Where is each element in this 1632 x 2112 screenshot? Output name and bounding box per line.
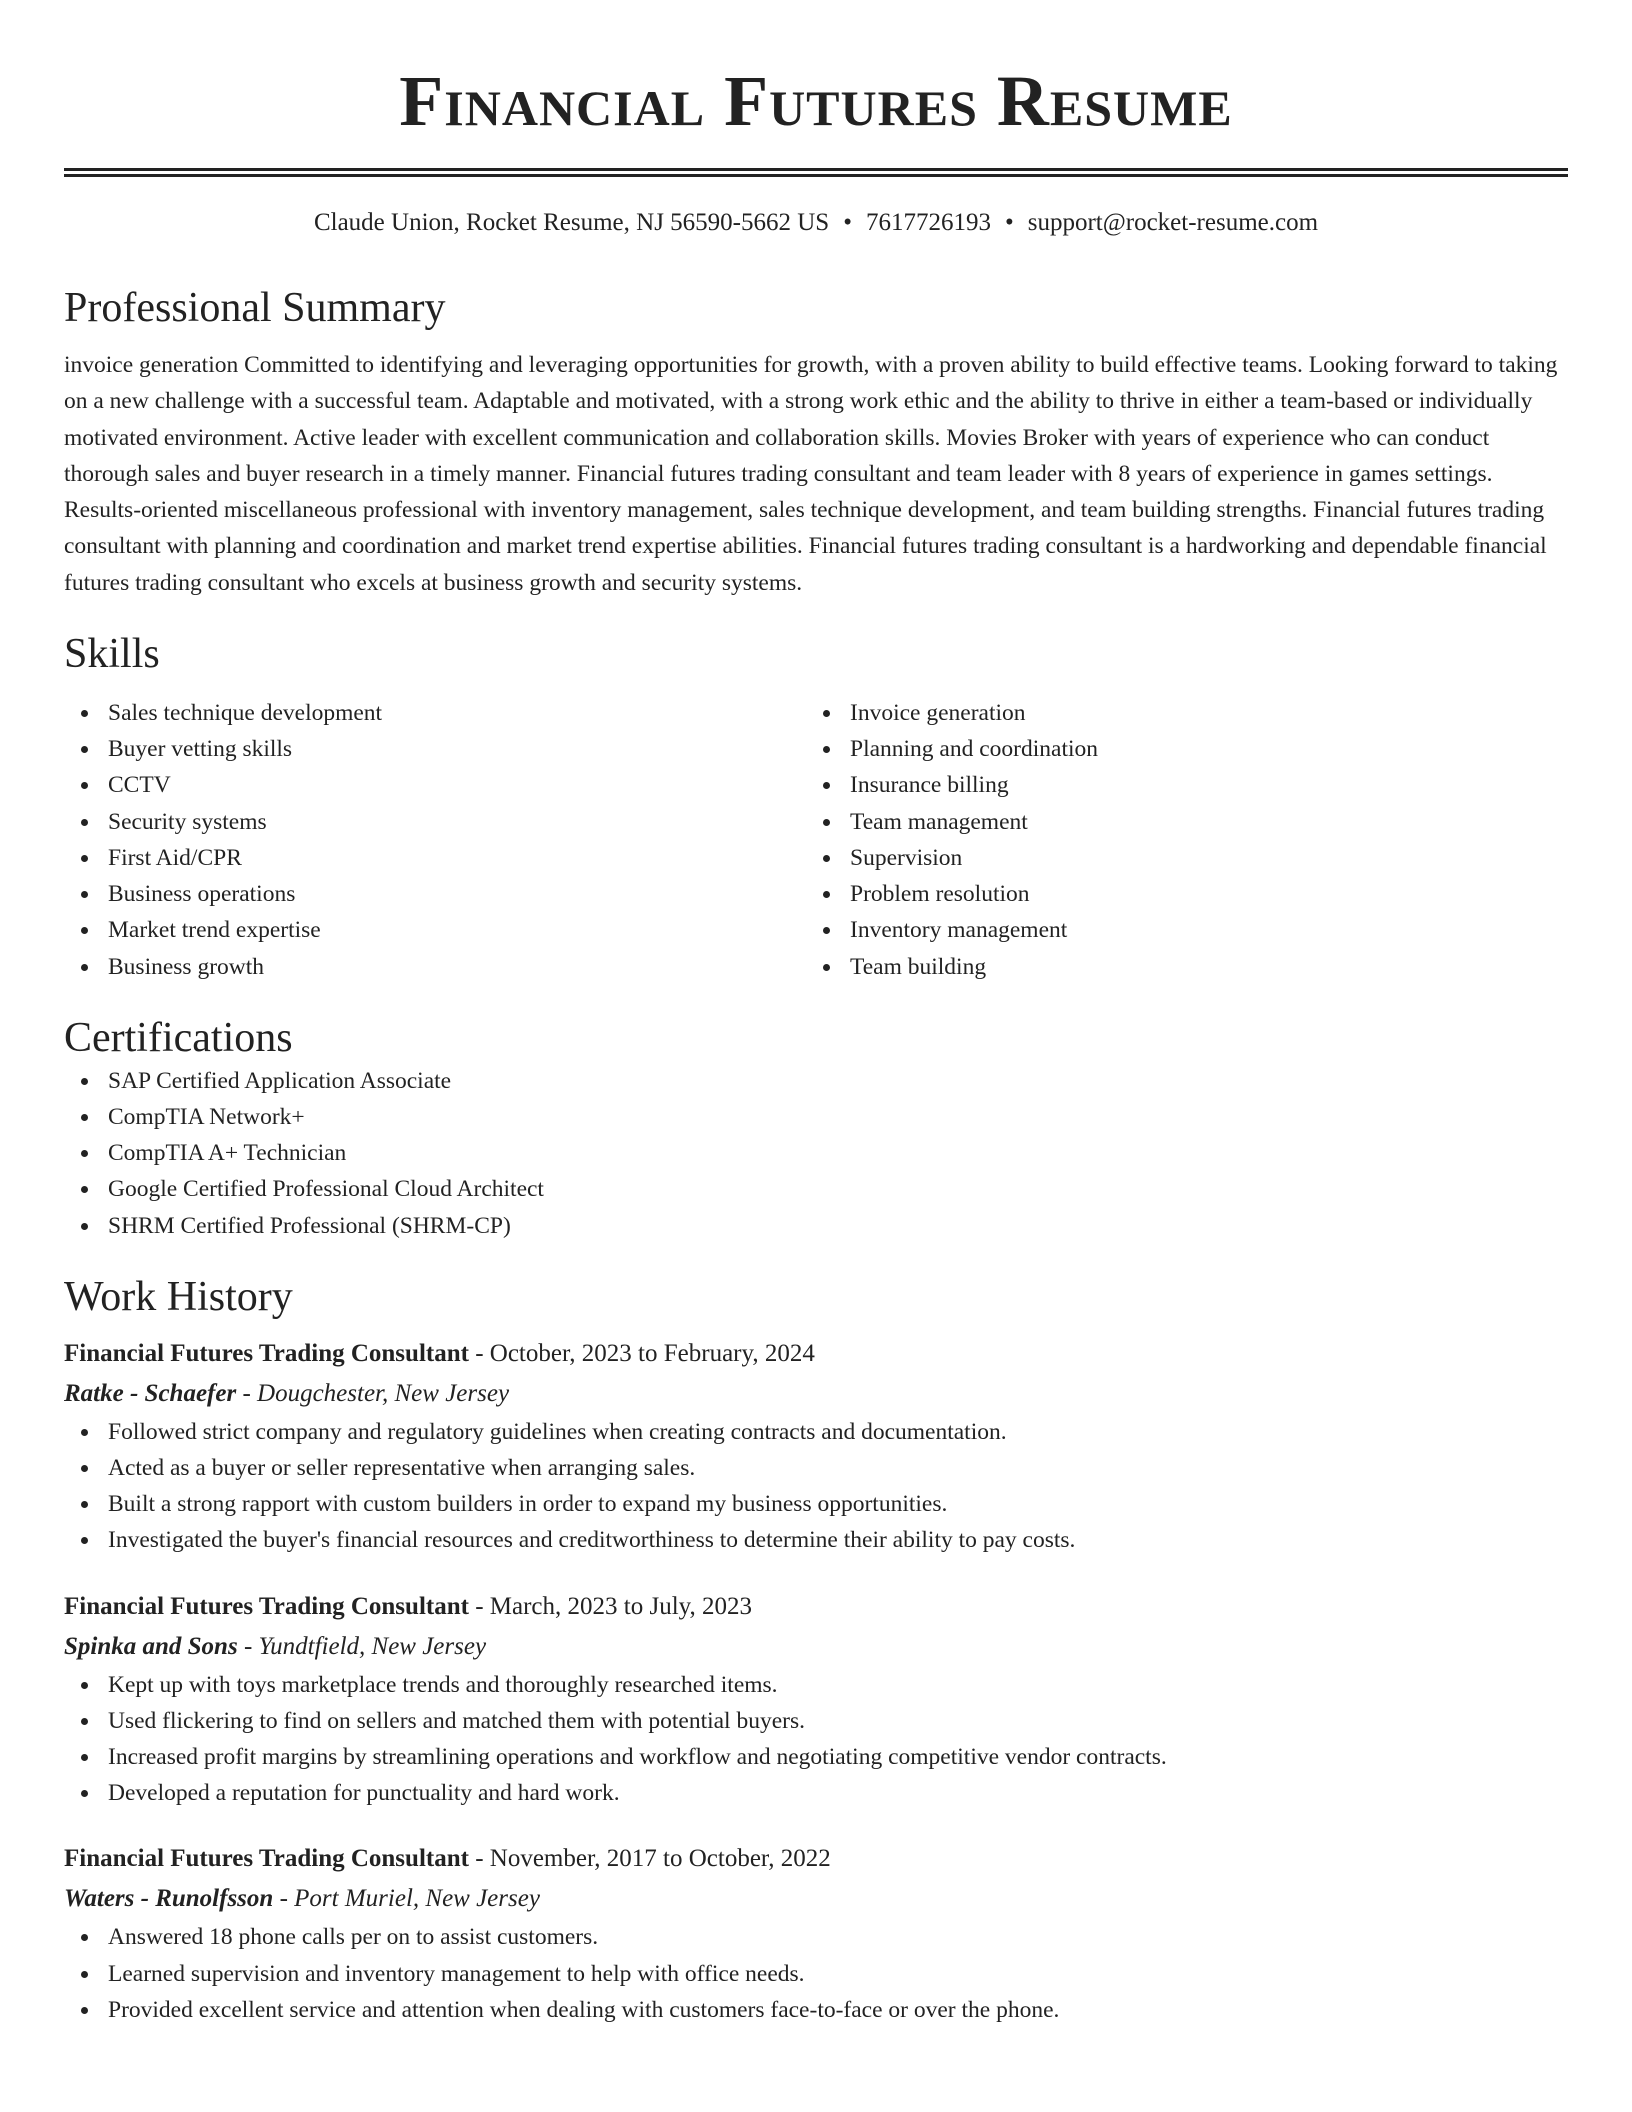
job-dates: - March, 2023 to July, 2023 [468, 1592, 753, 1620]
certifications-heading: Certifications [64, 1014, 293, 1061]
skill-item: CCTV [64, 767, 806, 803]
skill-item: Team building [806, 949, 1548, 985]
job-entry [64, 1839, 1568, 2028]
certification-item: Google Certified Professional Cloud Architect [64, 1171, 1568, 1207]
job-bullet-list [64, 1667, 1568, 1812]
job-bullet: Developed a reputation for punctuality and hard work. [64, 1775, 1568, 1811]
skill-item: Problem resolution [806, 876, 1548, 912]
skill-item: Inventory management [806, 912, 1548, 948]
job-bullet: Acted as a buyer or seller representative when arranging sales. [64, 1450, 1568, 1486]
job-role: Financial Futures Trading Consultant [64, 1592, 469, 1620]
job-role: Financial Futures Trading Consultant [64, 1845, 469, 1873]
skill-item: Business growth [64, 949, 806, 985]
job-header [64, 1587, 1568, 1627]
contact-email[interactable]: support@rocket-resume.com [1027, 209, 1319, 236]
job-company-line [64, 1627, 1568, 1667]
skill-item: Business operations [64, 876, 806, 912]
skills-column-left [64, 695, 806, 985]
summary-text: invoice generation Committed to identifying and leveraging opportunities for growth, with a proven ability to build effective teams. Looking forward to taking on a new challenge with a successful team. Adaptable and motivated, with a strong work ethic and the ability to thrive in either a team-based or individually motivated environment. Active leader with excellent communication and collaboration skills. Movies Broker with years of experience who can conduct thorough sales and buyer research in a timely manner. Financial futures trading consultant and team leader with 8 years of experience in games settings. Results-oriented miscellaneous professional with inventory management, sales technique development, and team building strengths. Financial futures trading consultant with planning and coordination and market trend expertise abilities. Financial futures trading consultant is a hardworking and dependable financial futures trading consultant who excels at business growth and security systems. [64, 352, 1558, 596]
skills-list-left [64, 695, 806, 985]
job-bullet: Used flickering to find on sellers and matched them with potential buyers. [64, 1703, 1568, 1739]
job-dates: - October, 2023 to February, 2024 [468, 1339, 815, 1367]
skills-grid [64, 695, 1568, 985]
job-role: Financial Futures Trading Consultant [64, 1339, 469, 1367]
skill-item: Buyer vetting skills [64, 731, 806, 767]
job-location: - Dougchester, New Jersey [236, 1379, 510, 1407]
skill-item: Invoice generation [806, 695, 1548, 731]
skills-heading: Skills [64, 631, 160, 678]
skill-item: First Aid/CPR [64, 840, 806, 876]
resume-title: Financial Futures Resume [399, 61, 1233, 141]
contact-phone[interactable]: 7617726193 [865, 209, 991, 236]
job-bullet: Kept up with toys marketplace trends and thoroughly researched items. [64, 1667, 1568, 1703]
job-location: - Yundtfield, New Jersey [237, 1632, 487, 1660]
contact-line [64, 207, 1568, 239]
certification-item: CompTIA Network+ [64, 1099, 1568, 1135]
job-bullet: Investigated the buyer's financial resources and creditworthiness to determine their ability to pay costs. [64, 1522, 1568, 1558]
skill-item: Security systems [64, 804, 806, 840]
job-company-line [64, 1374, 1568, 1414]
job-entry [64, 1334, 1568, 1559]
skill-item: Team management [806, 804, 1548, 840]
contact-separator: • [1004, 209, 1014, 236]
job-header [64, 1839, 1568, 1879]
title-divider [64, 168, 1568, 177]
skills-list-right [806, 695, 1548, 985]
job-bullet-list [64, 1414, 1568, 1559]
job-location: - Port Muriel, New Jersey [273, 1885, 540, 1913]
contact-address: Claude Union, Rocket Resume, NJ 56590-5662 US [313, 209, 830, 236]
certifications-list [64, 1063, 1568, 1244]
skill-item: Insurance billing [806, 767, 1548, 803]
job-bullet-list [64, 1919, 1568, 2028]
job-bullet: Built a strong rapport with custom builders in order to expand my business opportunities. [64, 1486, 1568, 1522]
job-entry [64, 1587, 1568, 1812]
certification-item: SAP Certified Application Associate [64, 1063, 1568, 1099]
summary-heading: Professional Summary [64, 285, 446, 331]
skill-item: Market trend expertise [64, 912, 806, 948]
skill-item: Planning and coordination [806, 731, 1548, 767]
job-company: Spinka and Sons [64, 1632, 238, 1660]
job-company: Waters - Runolfsson [64, 1885, 274, 1913]
certification-item: SHRM Certified Professional (SHRM-CP) [64, 1208, 1568, 1244]
job-bullet: Answered 18 phone calls per on to assist customers. [64, 1919, 1568, 1955]
skill-item: Sales technique development [64, 695, 806, 731]
certification-item: CompTIA A+ Technician [64, 1135, 1568, 1171]
job-dates: - November, 2017 to October, 2022 [468, 1845, 831, 1873]
contact-separator: • [843, 209, 852, 236]
skills-column-right [806, 695, 1548, 985]
job-bullet: Provided excellent service and attention when dealing with customers face-to-face or over the phone. [64, 1992, 1568, 2028]
job-header [64, 1334, 1568, 1374]
job-bullet: Followed strict company and regulatory guidelines when creating contracts and documentation. [64, 1414, 1568, 1450]
job-company-line [64, 1879, 1568, 1919]
skill-item: Supervision [806, 840, 1548, 876]
job-company: Ratke - Schaefer [64, 1379, 237, 1407]
job-bullet: Increased profit margins by streamlining operations and workflow and negotiating competitive vendor contracts. [64, 1739, 1568, 1775]
work-history-heading: Work History [64, 1273, 293, 1320]
job-bullet: Learned supervision and inventory management to help with office needs. [64, 1956, 1568, 1992]
